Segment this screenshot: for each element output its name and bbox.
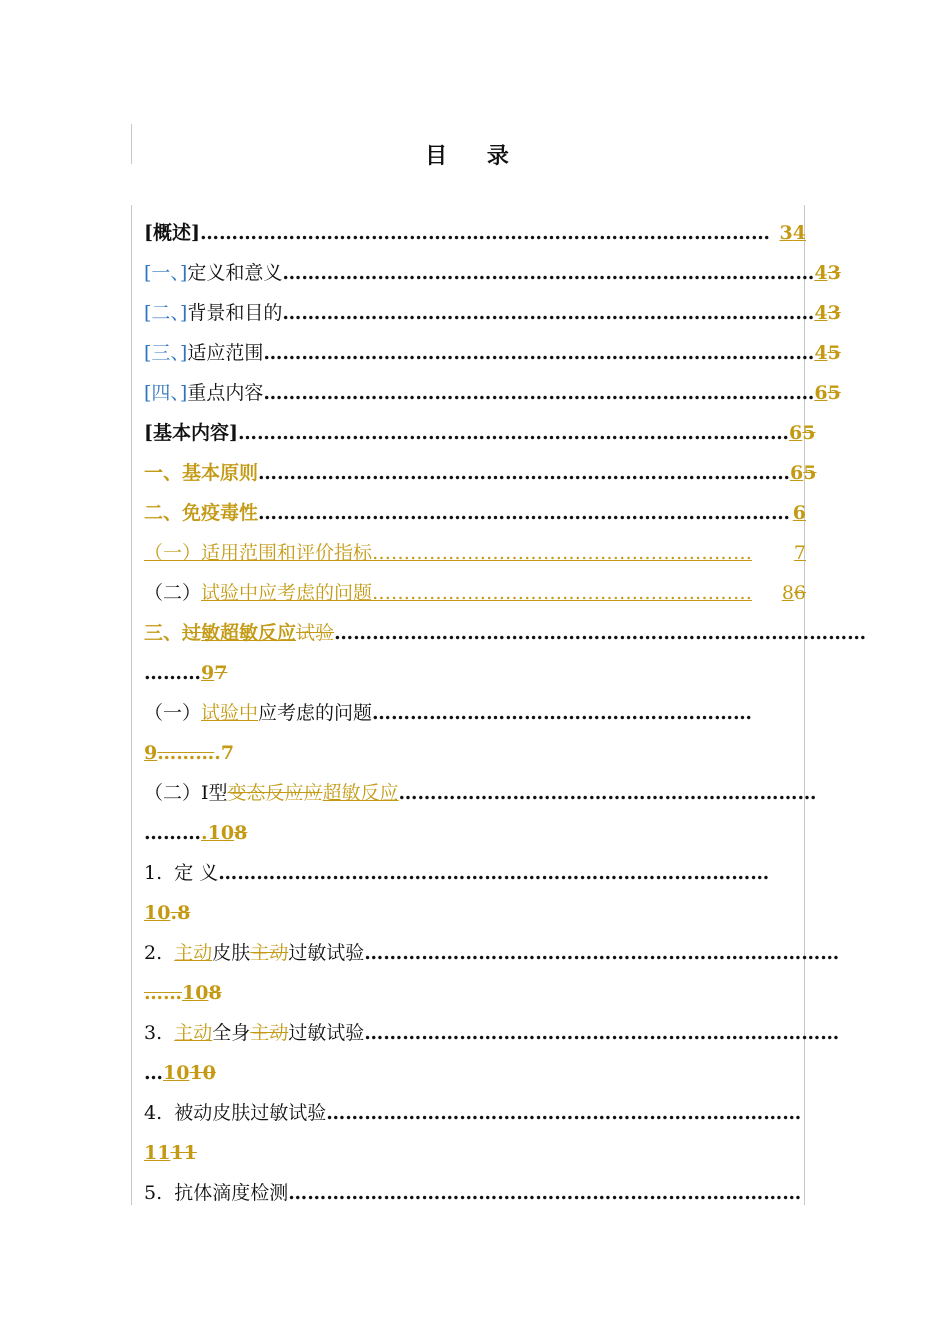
toc-label: [四、]重点内容 (144, 382, 264, 404)
toc-entry-test-issues[interactable] (144, 574, 806, 614)
toc-entry-continuation: ……….108 (144, 822, 248, 844)
toc-page-number: 7 (793, 542, 806, 564)
toc-page-number: 65 (814, 382, 841, 404)
toc-label: （二）Ⅰ型变态反应应超敏反应 (144, 782, 399, 804)
toc-entry-basic-principles[interactable] (144, 454, 817, 494)
toc-leader: …………………………………………………………………………… (218, 862, 770, 884)
toc-leader: …………………………………………………………………………… (263, 382, 815, 404)
toc-entry-item-3[interactable] (144, 1014, 840, 1054)
toc-entry-continuation: ……108 (144, 982, 222, 1004)
toc-leader: ………………………………………………………………… (326, 1102, 802, 1124)
toc-label: 三、过敏超敏反应试验 (144, 622, 335, 644)
toc-page-number: 65 (790, 462, 817, 484)
toc-entry-continuation: ………97 (144, 662, 228, 684)
toc-entry-continuation: 9……….7 (144, 742, 235, 764)
toc-entry-immunotoxicity[interactable] (144, 494, 806, 534)
toc-label: 5. 抗体滴度检测 (144, 1182, 289, 1204)
toc-entry-continuation: …1010 (144, 1062, 216, 1084)
toc-label: （一）适用范围和评价指标 (144, 542, 373, 564)
toc-label: 2. 主动皮肤主动过敏试验 (144, 942, 365, 964)
toc-label: [基本内容] (144, 422, 238, 444)
toc-leader: ………………………………………………………………………… (282, 302, 815, 324)
toc-page-number: 43 (814, 262, 841, 284)
toc-entry-item-5[interactable] (144, 1174, 806, 1214)
toc-leader: ………………………………………………………………………… (258, 502, 791, 524)
page-title: 目 录 (425, 143, 525, 169)
toc-label: 4. 被动皮肤过敏试验 (144, 1102, 327, 1124)
toc-leader: ……………………………………………………………………………… (199, 222, 770, 244)
toc-page-number: 34 (779, 222, 806, 244)
toc-label: [三、]适应范围 (144, 342, 264, 364)
toc-leader: ………………………………………………………………… (364, 942, 840, 964)
toc-leader: …………………………………………………… (372, 702, 753, 724)
toc-page-number: 45 (814, 342, 841, 364)
toc-label: [一、]定义和意义 (144, 262, 283, 284)
toc-entry-type1-hypersensitivity[interactable] (144, 774, 817, 814)
toc-leader: ………………………………………………………………………… (258, 462, 791, 484)
left-margin-line (131, 205, 132, 1205)
toc-leader: ………………………………………………………………………… (282, 262, 815, 284)
toc-entry-background[interactable] (144, 294, 841, 334)
toc-entry-hypersensitivity-issues[interactable] (144, 694, 806, 734)
toc-label: （一）试验中应考虑的问题 (144, 702, 373, 724)
toc-entry-key-content[interactable] (144, 374, 841, 414)
toc-label: [二、]背景和目的 (144, 302, 283, 324)
toc-label: （二）试验中应考虑的问题 (144, 582, 373, 604)
toc-page-number: 6 (792, 502, 806, 524)
toc-label: [概述] (144, 222, 200, 244)
toc-entry-item-4[interactable] (144, 1094, 806, 1134)
toc-leader: …………………………………………………… (372, 582, 753, 604)
toc-entry-item-1[interactable] (144, 854, 806, 894)
toc-entry-overview[interactable] (144, 214, 806, 254)
toc-leader: ……………………………………………………………………… (288, 1182, 802, 1204)
toc-label: 二、免疫毒性 (144, 502, 259, 524)
toc-leader: ………………………………………………………………… (364, 1022, 840, 1044)
toc-page-number: 86 (781, 582, 806, 604)
toc-leader: ………………………………………………………………………… (334, 622, 867, 644)
toc-leader: …………………………………………………………………………… (237, 422, 789, 444)
toc-entry-continuation: 1111 (144, 1142, 197, 1164)
toc-label: 一、基本原则 (144, 462, 259, 484)
toc-page-number: 43 (814, 302, 841, 324)
toc-entry-continuation: 10.8 (144, 902, 191, 924)
toc-label: 3. 主动全身主动过敏试验 (144, 1022, 365, 1044)
table-of-contents (144, 214, 867, 1214)
toc-entry-scope[interactable] (144, 334, 841, 374)
toc-leader: …………………………………………………………………………… (263, 342, 815, 364)
toc-leader: …………………………………………………… (372, 542, 753, 564)
toc-entry-applicable-scope[interactable] (144, 534, 806, 574)
toc-entry-hypersensitivity[interactable] (144, 614, 867, 654)
toc-leader: ………………………………………………………… (398, 782, 817, 804)
toc-label: 1. 定 义 (144, 862, 219, 884)
toc-entry-item-2[interactable] (144, 934, 840, 974)
toc-page-number: 65 (788, 422, 816, 444)
toc-entry-definition[interactable] (144, 254, 841, 294)
toc-entry-basic-content[interactable] (144, 414, 816, 454)
